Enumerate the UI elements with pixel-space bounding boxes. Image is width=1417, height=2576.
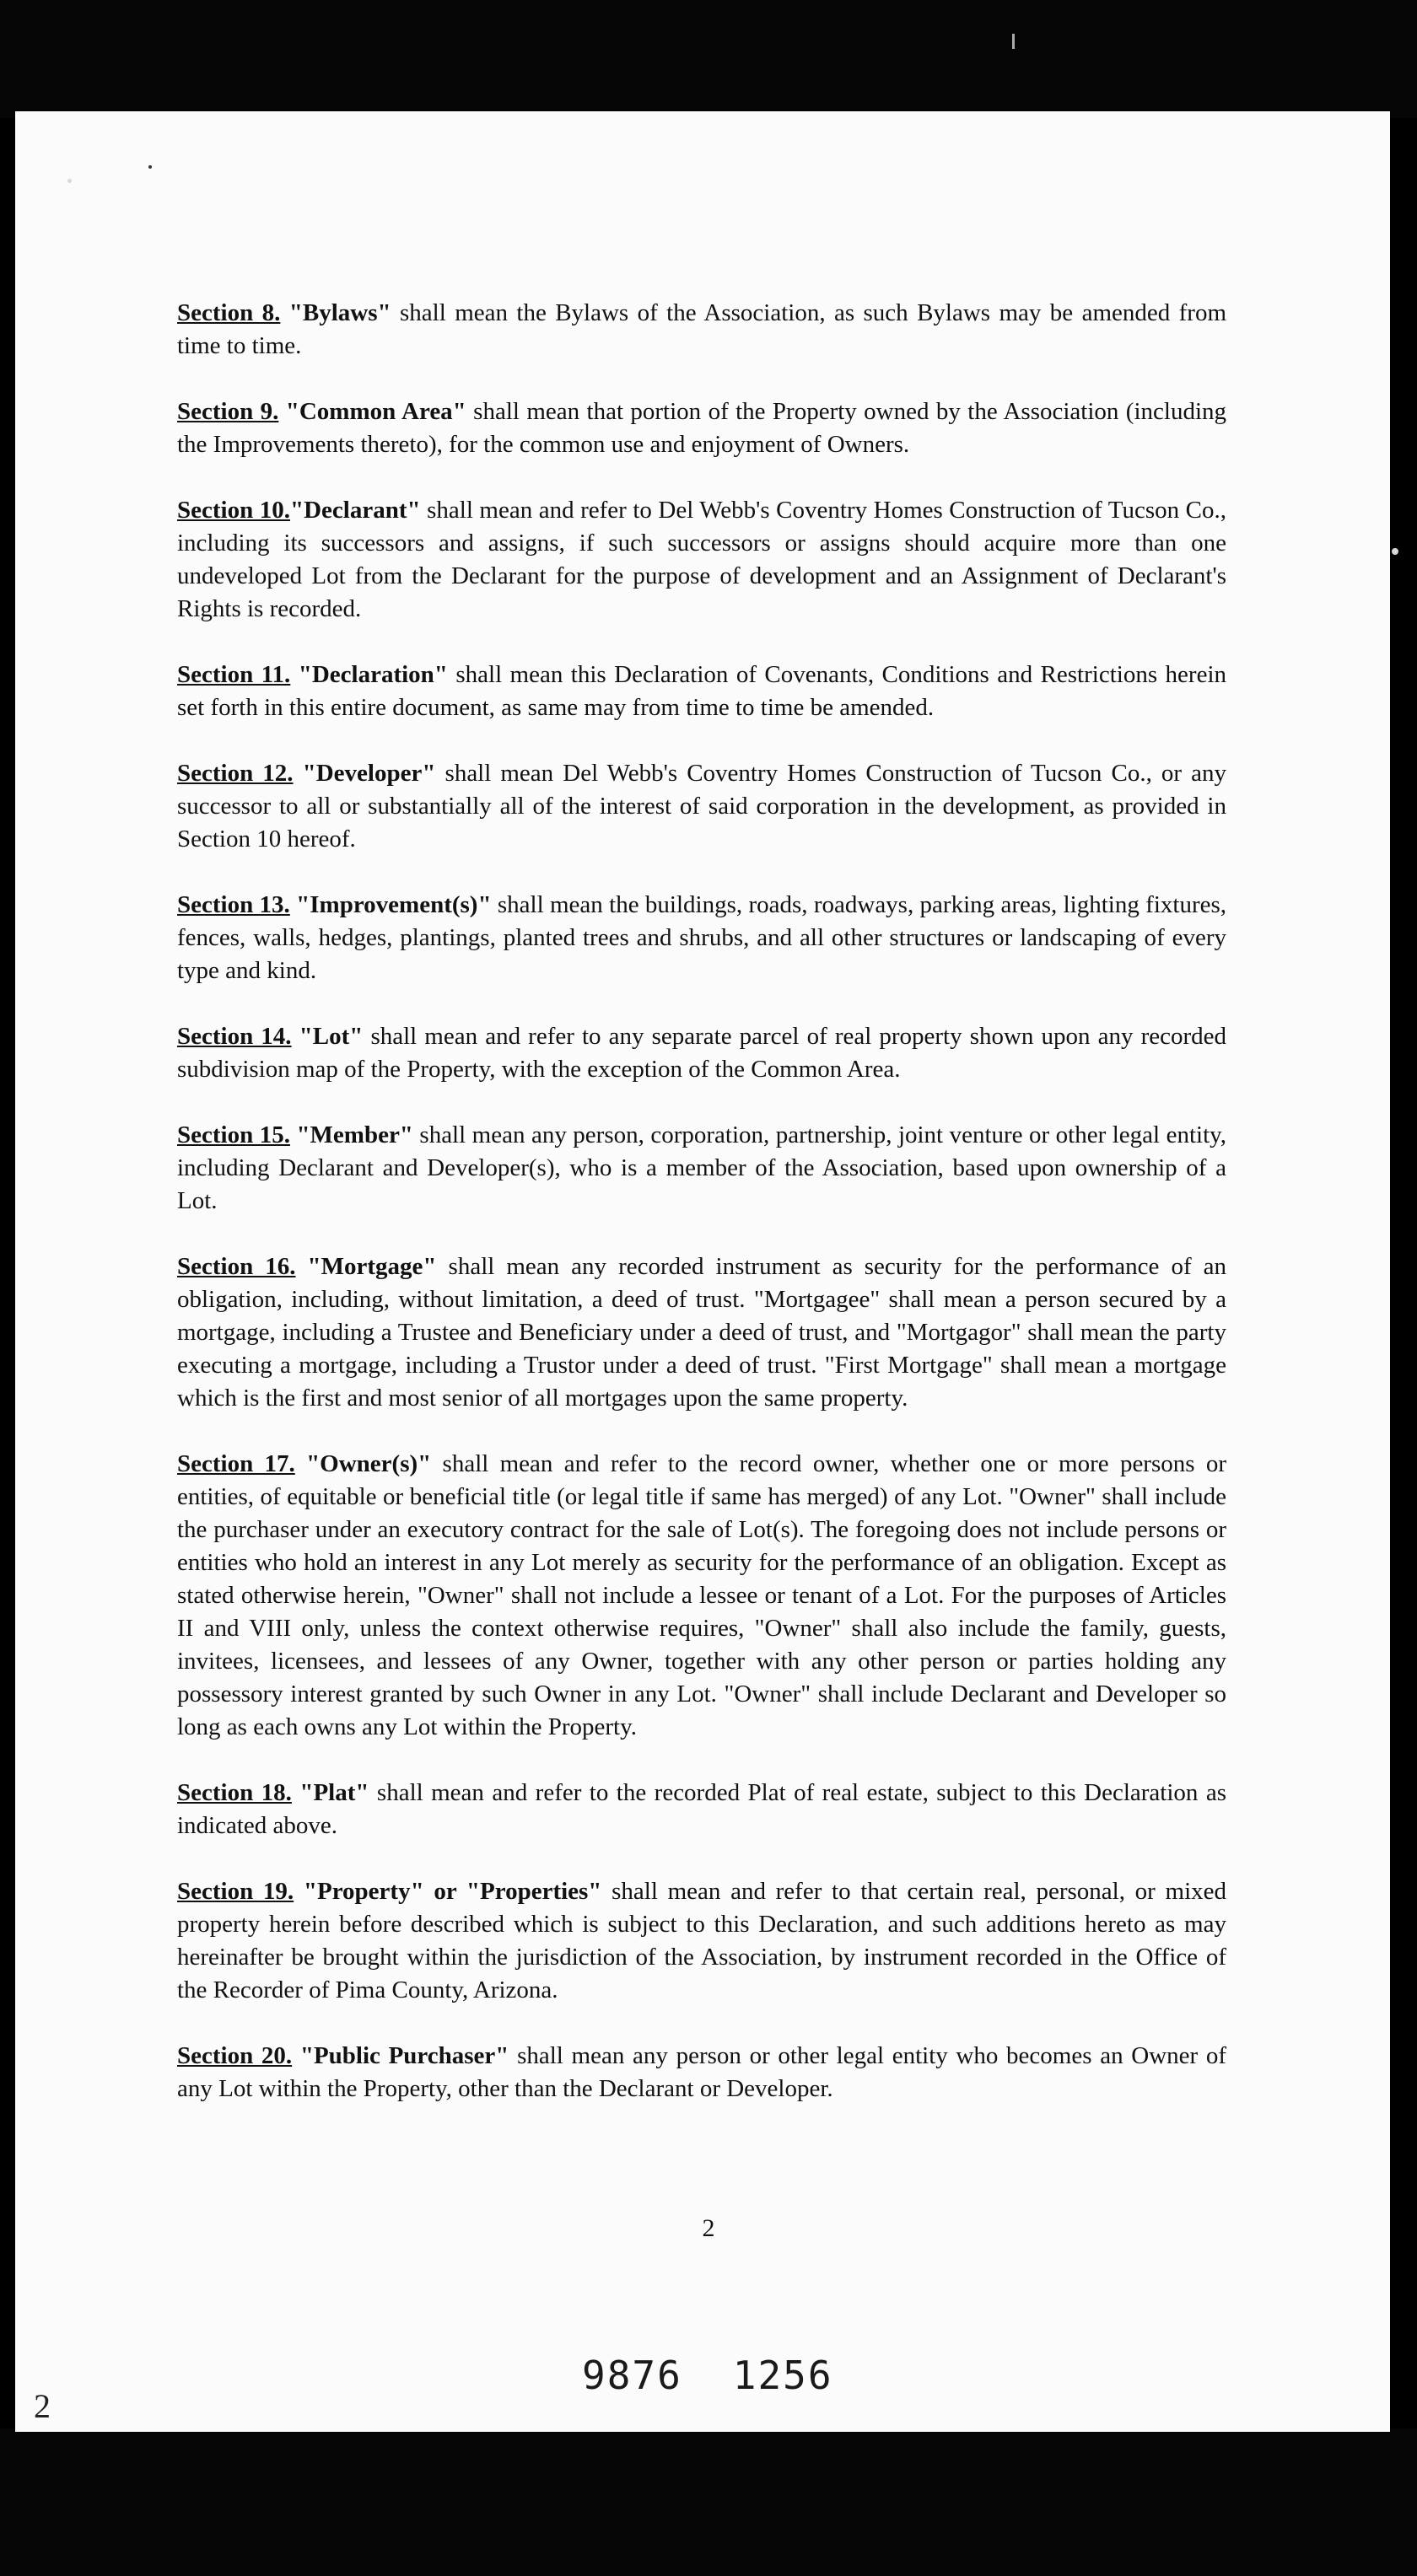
section-text: shall mean the Bylaws of the Association, as such Bylaws may be amended from time to time. — [177, 299, 1227, 359]
defined-term: "Mortgage" — [307, 1253, 437, 1280]
section-heading: Section 20. — [177, 2042, 293, 2069]
section-text: shall mean that portion of the Property owned by the Association (including the Improvements thereto), for the common use and enjoyment of Owners. — [177, 398, 1227, 458]
section-20 — [177, 2040, 1226, 2105]
defined-term: "Public Purchaser" — [299, 2042, 509, 2069]
section-8 — [177, 297, 1226, 363]
defined-term: "Common Area" — [285, 398, 466, 425]
section-19 — [177, 1875, 1226, 2007]
section-heading: Section 8. — [177, 299, 281, 326]
section-heading: Section 9. — [177, 398, 279, 425]
corner-handwritten-mark: 2 — [34, 2387, 51, 2425]
section-13 — [177, 889, 1226, 987]
defined-term: "Member" — [296, 1121, 413, 1148]
section-heading: Section 19. — [177, 1878, 294, 1905]
section-text: shall mean and refer to Del Webb's Coventry Homes Construction of Tucson Co., including its successors and assigns, if such successors or assigns should acquire more than one undeveloped Lot from the Declarant for the purpose of development and an Assignment of Declarant's Rights is recorded. — [177, 497, 1226, 622]
defined-term: "Property" or "Properties" — [303, 1878, 602, 1905]
section-heading: Section 15. — [177, 1121, 290, 1148]
section-heading: Section 13. — [177, 891, 290, 918]
section-heading: Section 18. — [177, 1779, 292, 1806]
section-text: shall mean any person, corporation, partnership, joint venture or other legal entity, including Declarant and Developer(s), who is a member of the Association, based upon ownership of a Lot. — [177, 1121, 1226, 1214]
section-text: shall mean and refer to that certain real, personal, or mixed property herein before described which is subject to this Declaration, and such additions hereto as may hereinafter be brought within the jurisdiction of the Association, by instrument recorded in the Office of the Recorder of Pima County, Arizona. — [177, 1878, 1227, 2003]
section-text: shall mean and refer to the recorded Plat of real estate, subject to this Declaration as indicated above. — [177, 1779, 1226, 1839]
section-18 — [177, 1777, 1226, 1842]
section-11 — [177, 659, 1226, 724]
scan-speck — [67, 179, 72, 183]
section-heading: Section 10. — [177, 497, 290, 524]
defined-term: "Lot" — [299, 1023, 364, 1050]
document-body — [177, 297, 1226, 2138]
section-text: shall mean the buildings, roads, roadways, parking areas, lighting fixtures, fences, walls, hedges, plantings, planted trees and shrubs, and all other structures or landscaping of every type and kind. — [177, 891, 1227, 984]
defined-term: "Declarant" — [289, 497, 421, 524]
section-text: shall mean and refer to the record owner, whether one or more persons or entities, of equitable or beneficial title (or legal title if same has merged) of any Lot. "Owner" shall include the purchaser under an executory contract for the sale of Lot(s). The foregoing does not include persons or entities who hold an interest in any Lot merely as security for the performance of an obligation. Except as stated otherwise herein, "Owner" shall not include a lessee or tenant of a Lot. For the purposes of Articles II and VIII only, unless the context otherwise requires, "Owner" shall also include the family, guests, invitees, licensees, and lessees of any Owner, together with any other person or parties holding any possessory interest granted by such Owner in any Lot. "Owner" shall include Declarant and Developer so long as each owns any Lot within the Property. — [177, 1450, 1226, 1740]
section-text: shall mean any person or other legal entity who becomes an Owner of any Lot within the Property, other than the Declarant or Developer. — [177, 2042, 1226, 2102]
section-heading: Section 17. — [177, 1450, 295, 1477]
section-16 — [177, 1250, 1226, 1415]
defined-term: "Improvement(s)" — [296, 891, 492, 918]
section-17 — [177, 1448, 1226, 1744]
section-10 — [177, 494, 1226, 626]
defined-term: "Declaration" — [298, 661, 448, 688]
recording-page: 1256 — [732, 2353, 833, 2398]
recording-docket: 9876 — [582, 2353, 682, 2398]
section-heading: Section 16. — [177, 1253, 296, 1280]
section-heading: Section 11. — [177, 661, 291, 688]
scan-speck — [1392, 548, 1398, 555]
section-heading: Section 12. — [177, 760, 294, 787]
defined-term: "Bylaws" — [288, 299, 391, 326]
defined-term: "Owner(s)" — [306, 1450, 432, 1477]
section-text: shall mean this Declaration of Covenants, Conditions and Restrictions herein set forth in this entire document, as same may from time to time be amended. — [177, 661, 1226, 721]
section-text: shall mean Del Webb's Coventry Homes Construction of Tucson Co., or any successor to all or substantially all of the interest of said corporation in the development, as provided in Section 10 hereof. — [177, 760, 1226, 852]
section-text: shall mean any recorded instrument as security for the performance of an obligation, including, without limitation, a deed of trust. "Mortgagee" shall mean a person secured by a mortgage, including a Trustee and Beneficiary under a deed of trust, and "Mortgagor" shall mean the party executing a mortgage, including a Trustor under a deed of trust. "First Mortgage" shall mean a mortgage which is the first and most senior of all mortgages upon the same property. — [177, 1253, 1226, 1412]
recording-number — [582, 2353, 833, 2398]
section-heading: Section 14. — [177, 1023, 292, 1050]
defined-term: "Plat" — [299, 1779, 369, 1806]
section-15 — [177, 1119, 1226, 1218]
scan-top-border — [0, 0, 1417, 118]
scan-bottom-border — [0, 2428, 1417, 2576]
section-text: shall mean and refer to any separate parcel of real property shown upon any recorded subdivision map of the Property, with the exception of the Common Area. — [177, 1023, 1226, 1083]
defined-term: "Developer" — [302, 760, 436, 787]
scan-speck — [148, 165, 152, 169]
scan-speck — [1012, 34, 1015, 49]
page-number: 2 — [702, 2214, 715, 2242]
section-12 — [177, 757, 1226, 856]
section-9 — [177, 395, 1226, 461]
section-14 — [177, 1020, 1226, 1086]
